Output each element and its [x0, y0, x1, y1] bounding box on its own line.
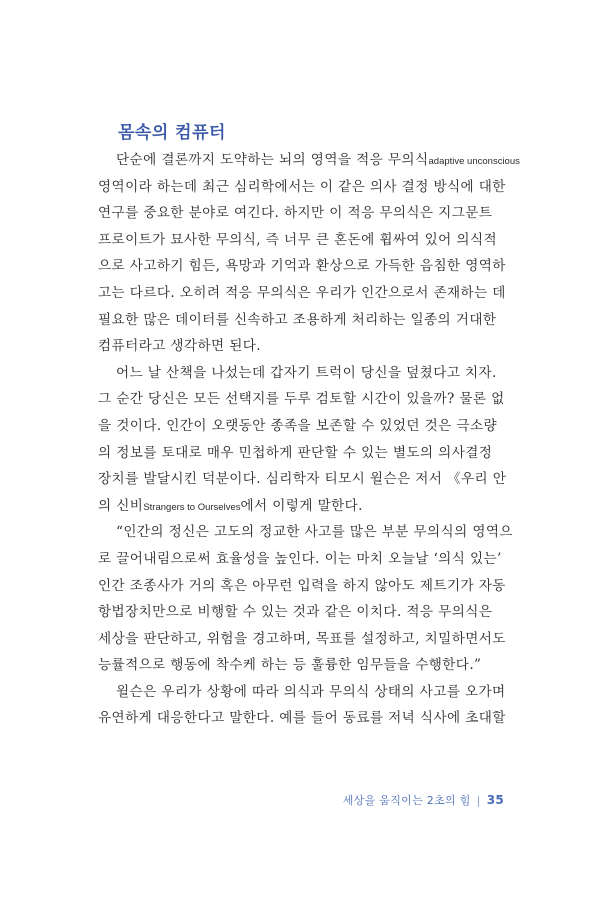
- text-line: 프로이트가 묘사한 무의식, 즉 너무 큰 혼돈에 휩싸여 있어 의식적: [98, 231, 498, 248]
- text-line: 그 순간 당신은 모든 선택지를 두루 검토할 시간이 있을까? 물론 없: [98, 391, 505, 408]
- text-line: 장치를 발달시킨 덕분이다. 심리학자 티모시 윌슨은 저서 《우리 안: [98, 471, 507, 488]
- inline-english-term: adaptive unconscious: [428, 156, 520, 167]
- text-line: 영역이라 하는데 최근 심리학에서는 이 같은 의사 결정 방식에 대한: [98, 178, 506, 195]
- text-line: 항법장치만으로 비행할 수 있는 것과 같은 이치다. 적응 무의식은: [98, 604, 493, 621]
- text-line: 유연하게 대응한다고 말한다. 예를 들어 동료를 저녁 식사에 초대할: [98, 710, 506, 727]
- running-title: 세상을 움직이는 2초의 힘: [342, 794, 471, 807]
- text-line: 단순에 결론까지 도약하는 뇌의 영역을 적응 무의식adaptive unconscious: [116, 152, 520, 168]
- inline-english-term: Strangers to Ourselves: [143, 501, 241, 513]
- text-line: 세상을 판단하고, 위험을 경고하며, 목표를 설정하고, 치밀하면서도: [98, 630, 506, 647]
- text-line: 의 정보를 토대로 매우 민첩하게 판단할 수 있는 별도의 의사결정: [98, 444, 493, 461]
- text-line: 을 것이다. 인간이 오랫동안 종족을 보존할 수 있었던 것은 극소량: [98, 417, 498, 434]
- body-text: [98, 147, 520, 732]
- page-footer: [343, 792, 504, 808]
- page-number: 35: [486, 793, 504, 807]
- text-line: 연구를 중요한 분야로 여긴다. 하지만 이 적응 무의식은 지그문트: [98, 205, 493, 222]
- footer-separator: |: [476, 794, 481, 807]
- text-line: 능률적으로 행동에 착수케 하는 등 훌륭한 임무들을 수행한다.”: [98, 657, 482, 674]
- text-line: 의 신비Strangers to Ourselves에서 이렇게 말한다.: [98, 497, 363, 514]
- text-line: “인간의 정신은 고도의 정교한 사고를 많은 부분 무의식의 영역으: [116, 524, 513, 541]
- text-line: 인간 조종사가 거의 혹은 아무런 입력을 하지 않아도 제트기가 자동: [98, 577, 506, 594]
- text-line: 로 끌어내림으로써 효율성을 높인다. 이는 마치 오늘날 ‘의식 있는’: [98, 550, 502, 567]
- text-line: 필요한 많은 데이터를 신속하고 조용하게 처리하는 일종의 거대한: [98, 311, 497, 328]
- text-line: 으로 사고하기 힘든, 욕망과 기억과 환상으로 가득한 음침한 영역하: [98, 258, 506, 275]
- text-line: 고는 다르다. 오히려 적응 무의식은 우리가 인간으로서 존재하는 데: [98, 284, 506, 301]
- text-line: 윌슨은 우리가 상황에 따라 의식과 무의식 상태의 사고를 오가며: [116, 683, 506, 700]
- section-heading: 몸속의 컴퓨터: [118, 123, 226, 143]
- text-line: 어느 날 산책을 나섰는데 갑자기 트럭이 당신을 덮쳤다고 치자.: [116, 364, 497, 381]
- text-line: 컴퓨터라고 생각하면 된다.: [98, 338, 262, 355]
